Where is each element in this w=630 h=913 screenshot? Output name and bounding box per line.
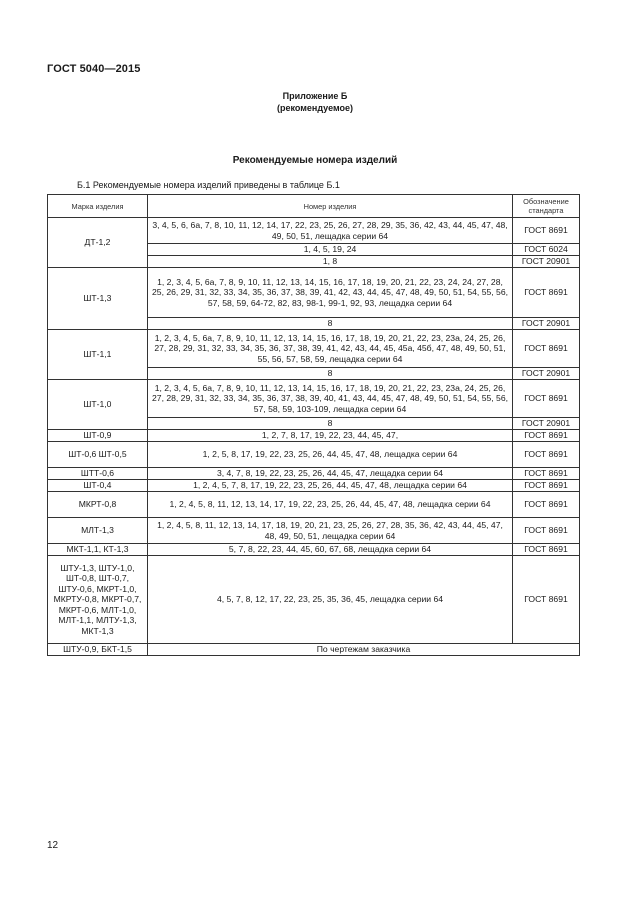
- cell-numbers: 8: [148, 368, 513, 380]
- cell-standard: ГОСТ 8691: [513, 518, 580, 544]
- table-row: [48, 218, 580, 244]
- cell-standard: ГОСТ 8691: [513, 480, 580, 492]
- products-table: [47, 194, 580, 656]
- cell-numbers: 1, 2, 4, 5, 7, 8, 17, 19, 22, 23, 25, 26, 44, 45, 47, 48, лещадка серии 64: [148, 480, 513, 492]
- cell-standard: ГОСТ 20901: [513, 368, 580, 380]
- table-row: [48, 544, 580, 556]
- cell-standard: ГОСТ 8691: [513, 556, 580, 644]
- cell-numbers: 5, 7, 8, 22, 23, 44, 45, 60, 67, 68, лещадка серии 64: [148, 544, 513, 556]
- cell-mark: ШТ-1,3: [48, 268, 148, 330]
- cell-standard: ГОСТ 8691: [513, 268, 580, 318]
- cell-mark: МКТ-1,1, КТ-1,3: [48, 544, 148, 556]
- cell-numbers: 4, 5, 7, 8, 12, 17, 22, 23, 25, 35, 36, 45, лещадка серии 64: [148, 556, 513, 644]
- cell-numbers: 8: [148, 418, 513, 430]
- cell-numbers: 1, 2, 3, 4, 5, 6а, 7, 8, 9, 10, 11, 12, 13, 14, 15, 16, 17, 18, 19, 20, 21, 22, 23, 23а, 24, 25, 26, 27, 28, 29, 31, 32, 33, 34, 35, 36, 37, 38, 39, 40, 41, 43, 44, 45, 47, 48, 49, 50, 51, 54, 55, 56, 57, 58, 59, 103-109, лещадка серии 64: [148, 380, 513, 418]
- cell-standard: ГОСТ 8691: [513, 380, 580, 418]
- cell-standard: ГОСТ 6024: [513, 244, 580, 256]
- table-row: [48, 644, 580, 656]
- cell-numbers: 3, 4, 5, 6, 6а, 7, 8, 10, 11, 12, 14, 17, 22, 23, 25, 26, 27, 28, 29, 35, 36, 42, 43, 44, 45, 47, 48, 49, 50, 51, лещадка серии 64: [148, 218, 513, 244]
- cell-standard: ГОСТ 8691: [513, 442, 580, 468]
- cell-mark: ШТ-1,0: [48, 380, 148, 430]
- cell-numbers: 1, 2, 4, 5, 8, 11, 12, 13, 14, 17, 19, 22, 23, 25, 26, 44, 45, 47, 48, лещадка серии 64: [148, 492, 513, 518]
- cell-standard: ГОСТ 8691: [513, 492, 580, 518]
- cell-standard: ГОСТ 8691: [513, 330, 580, 368]
- table-header-row: [48, 195, 580, 218]
- cell-standard: ГОСТ 8691: [513, 430, 580, 442]
- cell-mark: МКРТ-0,8: [48, 492, 148, 518]
- table-row: [48, 268, 580, 318]
- cell-mark: ШТТ-0,6: [48, 468, 148, 480]
- intro-text: Б.1 Рекомендуемые номера изделий приведены в таблице Б.1: [77, 180, 340, 190]
- annex-subtitle: (рекомендуемое): [277, 103, 353, 113]
- table-row: [48, 430, 580, 442]
- cell-numbers: 1, 4, 5, 19, 24: [148, 244, 513, 256]
- table-row: [48, 442, 580, 468]
- annex-heading: [0, 90, 630, 114]
- cell-numbers: По чертежам заказчика: [148, 644, 580, 656]
- cell-standard: ГОСТ 20901: [513, 256, 580, 268]
- table-row: [48, 330, 580, 368]
- cell-mark: ШТ-0,9: [48, 430, 148, 442]
- table-row: [48, 556, 580, 644]
- cell-mark: МЛТ-1,3: [48, 518, 148, 544]
- cell-mark: ШТ-0,4: [48, 480, 148, 492]
- cell-mark: ШТУ-0,9, БКТ-1,5: [48, 644, 148, 656]
- cell-mark: ШТ-0,6 ШТ-0,5: [48, 442, 148, 468]
- table-row: [48, 480, 580, 492]
- cell-mark: ШТ-1,1: [48, 330, 148, 380]
- cell-numbers: 8: [148, 318, 513, 330]
- document-code: ГОСТ 5040—2015: [47, 63, 141, 75]
- cell-standard: ГОСТ 8691: [513, 218, 580, 244]
- header-mark: Марка изделия: [48, 195, 148, 218]
- cell-standard: ГОСТ 8691: [513, 468, 580, 480]
- header-standard: Обозначение стандарта: [513, 195, 580, 218]
- cell-numbers: 1, 2, 3, 4, 5, 6а, 7, 8, 9, 10, 11, 12, 13, 14, 15, 16, 17, 18, 19, 20, 21, 22, 23, 23а, 24, 25, 26, 27, 28, 29, 31, 32, 33, 34, 35, 36, 37, 38, 39, 41, 42, 43, 44, 45, 45а, 45б, 47, 48, 49, 50, 51, 55, 56, 57, 58, 59, лещадка серии 64: [148, 330, 513, 368]
- cell-mark: ШТУ-1,3, ШТУ-1,0, ШТ-0,8, ШТ-0,7, ШТУ-0,6, МКРТ-1,0, МКРТУ-0,8, МКРТ-0,7, МКРТ-0,6, МЛТ-1,0, МЛТ-1,1, МЛТУ-1,3, МКТ-1,3: [48, 556, 148, 644]
- header-numbers: Номер изделия: [148, 195, 513, 218]
- table-row: [48, 380, 580, 418]
- page-number: 12: [47, 840, 59, 851]
- cell-mark: ДТ-1,2: [48, 218, 148, 268]
- cell-numbers: 1, 2, 3, 4, 5, 6а, 7, 8, 9, 10, 11, 12, 13, 14, 15, 16, 17, 18, 19, 20, 21, 22, 23, 24, 24, 27, 28, 25, 26, 29, 31, 32, 33, 34, 35, 36, 37, 38, 39, 41, 42, 43, 44, 45, 47, 48, 49, 50, 51, 54, 55, 56, 57, 58, 59, 64-72, 82, 83, 98-1, 99-1, 92, 93, лещадка серии 64: [148, 268, 513, 318]
- cell-standard: ГОСТ 20901: [513, 418, 580, 430]
- cell-standard: ГОСТ 8691: [513, 544, 580, 556]
- table-row: [48, 468, 580, 480]
- table-row: [48, 492, 580, 518]
- cell-numbers: 1, 8: [148, 256, 513, 268]
- cell-numbers: 1, 2, 5, 8, 17, 19, 22, 23, 25, 26, 44, 45, 47, 48, лещадка серии 64: [148, 442, 513, 468]
- cell-standard: ГОСТ 20901: [513, 318, 580, 330]
- section-title: Рекомендуемые номера изделий: [232, 155, 398, 166]
- cell-numbers: 3, 4, 7, 8, 19, 22, 23, 25, 26, 44, 45, 47, лещадка серии 64: [148, 468, 513, 480]
- cell-numbers: 1, 2, 4, 5, 8, 11, 12, 13, 14, 17, 18, 19, 20, 21, 23, 25, 26, 27, 28, 35, 36, 42, 43, 44, 45, 47, 48, 49, 50, 51, лещадка серии 64: [148, 518, 513, 544]
- cell-numbers: 1, 2, 7, 8, 17, 19, 22, 23, 44, 45, 47,: [148, 430, 513, 442]
- annex-title: Приложение Б: [282, 91, 348, 101]
- table-row: [48, 518, 580, 544]
